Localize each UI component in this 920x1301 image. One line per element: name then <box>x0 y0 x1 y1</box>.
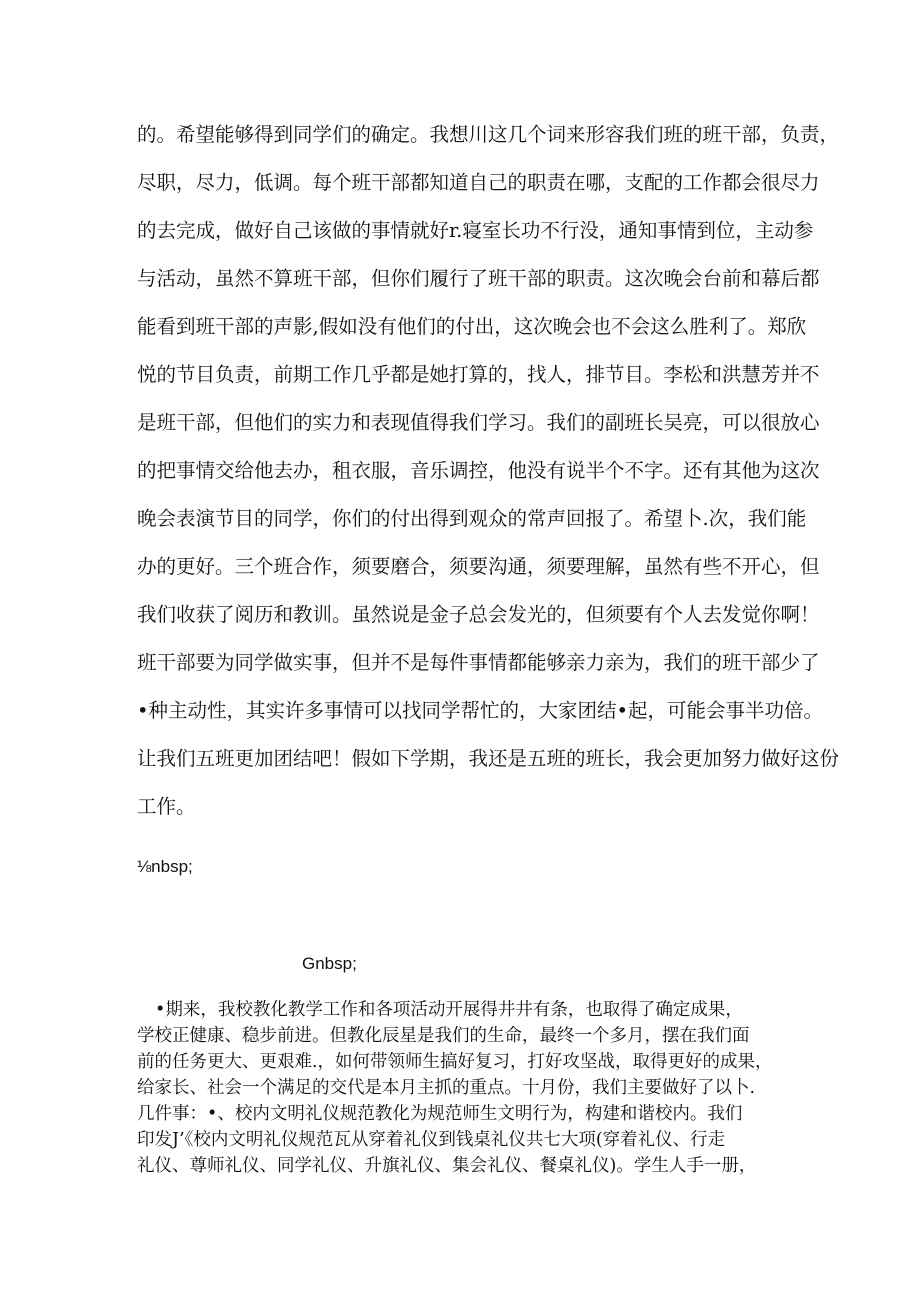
text-line: 办的更好。三个班合作，须要磨合，须要沟通，须要理解，虽然有些不开心，但 <box>137 555 820 578</box>
text-line: 能看到班干部的声影,假如没有他们的付出，这次晚会也不会这么胜利了。郑欣 <box>137 315 807 338</box>
text-line: •期来，我校教化教学工作和各项活动开展得井井有条，也取得了确定成果， <box>155 1000 743 1020</box>
text-line: 尽职，尽力，低调。每个班干部都知道自己的职责在哪，支配的工作都会很尽力 <box>137 171 820 194</box>
text-line: 学校正健康、稳步前进。但教化辰星是我们的生命，最终一个多月，摆在我们面 <box>137 1026 750 1046</box>
nbsp-artifact-2: Gnbsp; <box>302 954 357 973</box>
text-line: 工作。 <box>137 795 196 818</box>
text-line: 的把事情交给他去办，租衣服，音乐调控，他没有说半个不字。还有其他为这次 <box>137 459 820 482</box>
text-line: 的。希望能够得到同学们的确定。我想川这几个词来形容我们班的班干部，负责， <box>137 123 840 146</box>
text-line: 悦的节目负责，前期工作几乎都是她打算的，找人，排节目。李松和洪慧芳并不 <box>137 363 820 386</box>
text-line: 班干部要为同学做实事，但并不是每件事情都能够亲力亲为，我们的班干部少了 <box>137 651 820 674</box>
text-line: 印发J’《校内文明礼仪规范瓦从穿着礼仪到钱桌礼仪共七大项(穿着礼仪、行走 <box>137 1130 726 1150</box>
nbsp-artifact-1: ⅛nbsp; <box>137 857 193 876</box>
text-line: 几件事：•、校内文明礼仪规范教化为规范师生文明行为，构建和谐校内。我们 <box>137 1104 743 1124</box>
text-line: 前的任务更大、更艰难.，如何带领师生搞好复习，打好攻坚战，取得更好的成果， <box>137 1052 773 1072</box>
text-line: 我们收获了阅历和教训。虽然说是金子总会发光的，但须要有个人去发觉你啊！ <box>137 603 820 626</box>
text-line: 让我们五班更加团结吧！假如下学期，我还是五班的班长，我会更加努力做好这份 <box>137 747 840 770</box>
text-line: 晚会表演节目的同学，你们的付出得到观众的常声回报了。希望卜.次，我们能 <box>137 507 807 530</box>
text-line: •种主动性，其实许多事情可以找同学帮忙的，大家团结•起，可能会事半功倍。 <box>137 699 824 722</box>
text-line: 的去完成，做好自己该做的事情就好r.寝室长功不行没，通知事情到位，主动参 <box>137 219 814 242</box>
text-line: 是班干部，但他们的实力和表现值得我们学习。我们的副班长吴亮，可以很放心 <box>137 411 820 434</box>
text-line: 礼仪、尊师礼仪、同学礼仪、升旗礼仪、集会礼仪、餐桌礼仪)。学生人手一册， <box>137 1156 757 1176</box>
text-line: 给家长、社会一个满足的交代是本月主抓的重点。十月份，我们主要做好了以卜. <box>137 1078 756 1098</box>
text-line: 与活动，虽然不算班干部，但你们履行了班干部的职责。这次晚会台前和幕后都 <box>137 267 820 290</box>
